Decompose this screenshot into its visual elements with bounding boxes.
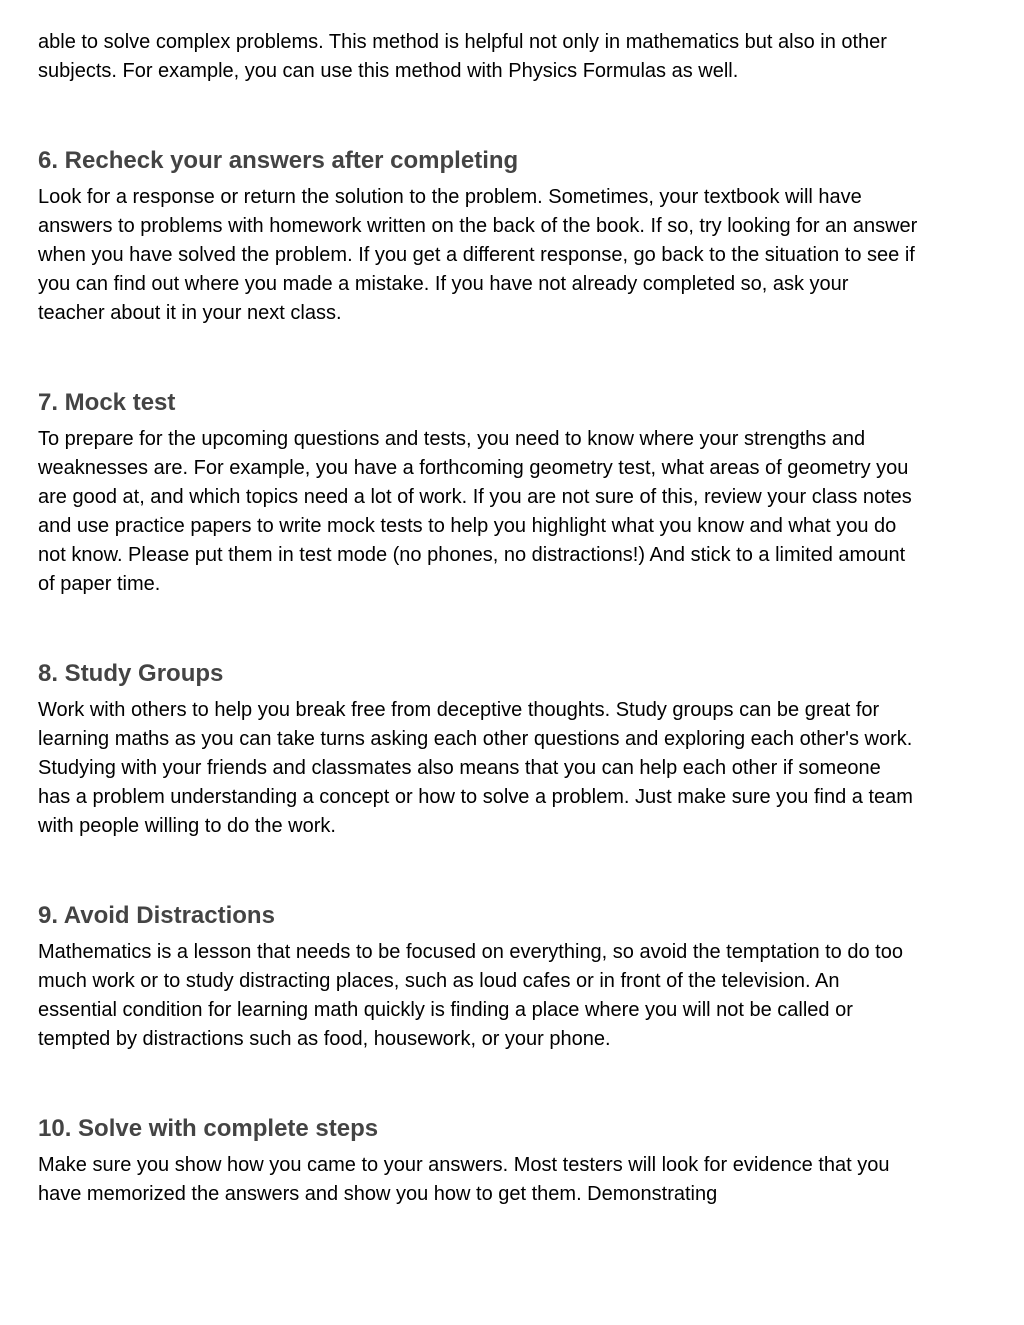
section-body: Work with others to help you break free from deceptive thoughts. Study groups can be great for learning maths as you can take turns asking each other questions and exploring each other's work. Studying with your friends and classmates also means that you can help each other if someone has a problem understanding a concept or how to solve a problem. Just make sure you find a team with people willing to do the work. [38,699,913,837]
section-body: To prepare for the upcoming questions and tests, you need to know where your strengths and weaknesses are. For example, you have a forthcoming geometry test, what areas of geometry you are good at, and which topics need a lot of work. If you are not sure of this, review your class notes and use practice papers to write mock tests to help you highlight what you know and what you do not know. Please put them in test mode (no phones, no distractions!) And stick to a limited amount of paper time. [38,428,912,595]
document-page [38,28,918,1209]
section-body: Look for a response or return the solution to the problem. Sometimes, your textbook will have answers to problems with homework written on the back of the book. If so, try looking for an answer when you have solved the problem. If you get a different response, go back to the situation to see if you can find out where you made a mistake. If you have not already completed so, ask your teacher about it in your next class. [38,186,918,324]
section-body: Make sure you show how you came to your answers. Most testers will look for evidence that you have memorized the answers and show you how to get them. Demonstrating [38,1154,890,1205]
section-recheck-answers [38,145,918,328]
section-heading: 8. Study Groups [38,660,224,687]
intro-paragraph: able to solve complex problems. This method is helpful not only in mathematics but also in other subjects. For example, you can use this method with Physics Formulas as well. [38,31,887,82]
section-avoid-distractions [38,900,918,1054]
section-heading: 9. Avoid Distractions [38,902,275,929]
section-heading: 6. Recheck your answers after completing [38,147,519,174]
section-body: Mathematics is a lesson that needs to be focused on everything, so avoid the temptation to do too much work or to study distracting places, such as loud cafes or in front of the television. An essential condition for learning math quickly is finding a place where you will not be called or tempted by distractions such as food, housework, or your phone. [38,941,903,1050]
section-mock-test [38,387,918,599]
section-heading: 10. Solve with complete steps [38,1115,379,1142]
section-study-groups [38,658,918,841]
section-heading: 7. Mock test [38,389,176,416]
section-complete-steps [38,1113,918,1209]
